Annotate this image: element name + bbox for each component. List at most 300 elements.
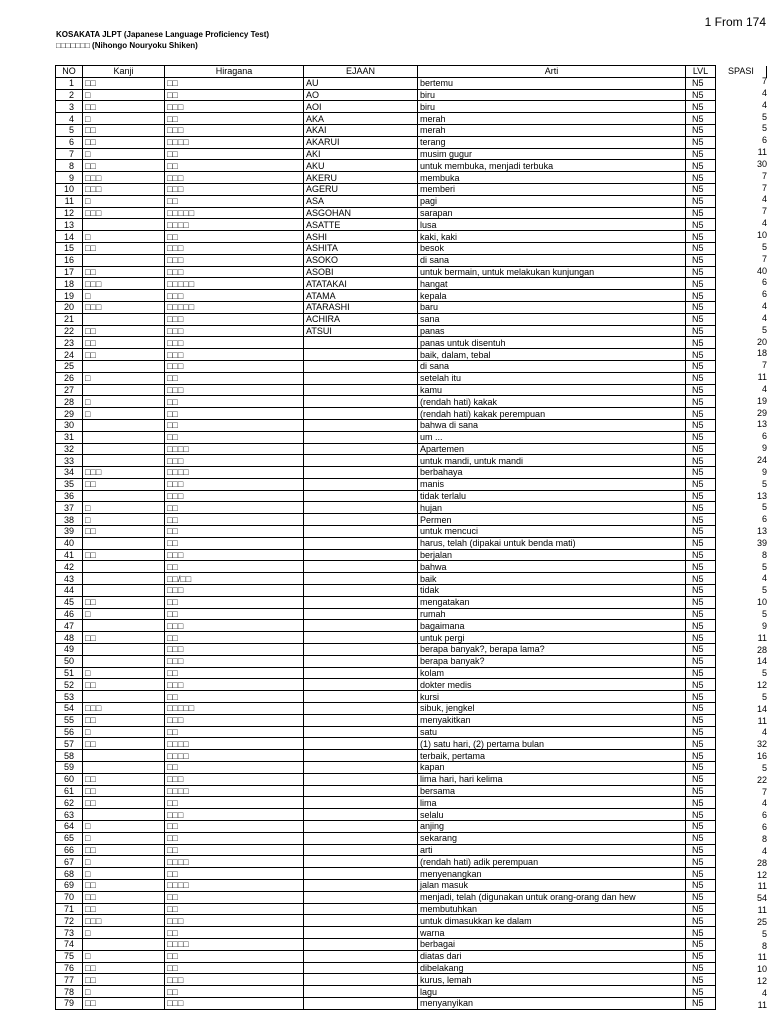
cell-ejaan: ATAMA [304, 290, 418, 302]
cell-arti: (rendah hati) adik perempuan [418, 856, 686, 868]
cell-kanji: □□ [83, 903, 165, 915]
cell-arti: bahwa [418, 561, 686, 573]
cell-lvl: N5 [686, 821, 716, 833]
cell-hiragana: □□□□□ [165, 278, 304, 290]
cell-arti: kurus, lemah [418, 974, 686, 986]
cell-no: 77 [56, 974, 83, 986]
cell-arti: di sana [418, 254, 686, 266]
spasi-value: 11 [757, 632, 767, 643]
spasi-value: 22 [756, 774, 767, 785]
spasi-value: 8 [761, 549, 767, 560]
spasi-value: 13 [756, 490, 767, 501]
table-row [56, 195, 716, 207]
table-row [56, 396, 716, 408]
cell-hiragana: □□□ [165, 124, 304, 136]
table-row [56, 278, 716, 290]
vocabulary-table [55, 65, 716, 1010]
spasi-value: 5 [761, 502, 767, 513]
cell-ejaan [304, 832, 418, 844]
cell-lvl: N5 [686, 195, 716, 207]
cell-hiragana: □□ [165, 514, 304, 526]
spasi-value: 13 [756, 419, 767, 430]
table-row [56, 962, 716, 974]
cell-arti: baru [418, 301, 686, 313]
cell-ejaan [304, 986, 418, 998]
cell-hiragana: □□□ [165, 809, 304, 821]
cell-arti: sarapan [418, 207, 686, 219]
cell-ejaan: AU [304, 77, 418, 89]
spasi-value: 4 [761, 987, 767, 998]
cell-ejaan [304, 514, 418, 526]
cell-no: 55 [56, 714, 83, 726]
cell-lvl: N5 [686, 596, 716, 608]
cell-no: 59 [56, 762, 83, 774]
cell-arti: panas [418, 325, 686, 337]
cell-lvl: N5 [686, 868, 716, 880]
table-row [56, 927, 716, 939]
cell-hiragana: □□□ [165, 490, 304, 502]
cell-no: 8 [56, 160, 83, 172]
cell-arti: lagu [418, 986, 686, 998]
cell-lvl: N5 [686, 561, 716, 573]
cell-hiragana: □□ [165, 596, 304, 608]
spasi-value: 10 [756, 964, 767, 975]
cell-ejaan [304, 691, 418, 703]
document-subtitle: □□□□□□□ (Nihongo Nouryoku Shiken) [56, 41, 198, 50]
cell-arti: di sana [418, 360, 686, 372]
cell-lvl: N5 [686, 219, 716, 231]
cell-kanji: □□ [83, 891, 165, 903]
cell-no: 2 [56, 89, 83, 101]
cell-ejaan [304, 573, 418, 585]
cell-ejaan: AGERU [304, 183, 418, 195]
cell-arti: lima [418, 797, 686, 809]
cell-hiragana: □□□ [165, 325, 304, 337]
spasi-header: SPASI [728, 66, 754, 76]
cell-ejaan [304, 997, 418, 1009]
cell-no: 31 [56, 431, 83, 443]
table-row [56, 337, 716, 349]
cell-kanji: □□ [83, 773, 165, 785]
table-row [56, 832, 716, 844]
cell-lvl: N5 [686, 254, 716, 266]
cell-no: 65 [56, 832, 83, 844]
cell-arti: diatas dari [418, 950, 686, 962]
cell-no: 47 [56, 620, 83, 632]
cell-hiragana: □□ [165, 419, 304, 431]
table-row [56, 148, 716, 160]
cell-lvl: N5 [686, 514, 716, 526]
cell-arti: (rendah hati) kakak perempuan [418, 408, 686, 420]
spasi-value: 5 [761, 762, 767, 773]
cell-ejaan [304, 891, 418, 903]
cell-arti: kepala [418, 290, 686, 302]
cell-hiragana: □□ [165, 113, 304, 125]
cell-no: 52 [56, 679, 83, 691]
cell-no: 68 [56, 868, 83, 880]
table-header-row [56, 66, 716, 78]
cell-kanji: □ [83, 89, 165, 101]
cell-lvl: N5 [686, 278, 716, 290]
spasi-value: 6 [761, 431, 767, 442]
cell-hiragana: □□□ [165, 974, 304, 986]
cell-no: 19 [56, 290, 83, 302]
cell-lvl: N5 [686, 585, 716, 597]
cell-hiragana: □□ [165, 502, 304, 514]
table-row [56, 821, 716, 833]
spasi-value: 9 [761, 466, 767, 477]
cell-kanji: □ [83, 950, 165, 962]
cell-ejaan: ASOKO [304, 254, 418, 266]
cell-no: 40 [56, 537, 83, 549]
cell-arti: warna [418, 927, 686, 939]
cell-hiragana: □□ [165, 526, 304, 538]
table-row [56, 360, 716, 372]
table-row [56, 172, 716, 184]
cell-kanji: □ [83, 502, 165, 514]
table-row [56, 349, 716, 361]
cell-lvl: N5 [686, 549, 716, 561]
cell-arti: hujan [418, 502, 686, 514]
cell-ejaan [304, 467, 418, 479]
cell-hiragana: □□□□ [165, 938, 304, 950]
spasi-value: 7 [761, 360, 767, 371]
cell-hiragana: □□ [165, 832, 304, 844]
cell-no: 53 [56, 691, 83, 703]
cell-lvl: N5 [686, 455, 716, 467]
cell-ejaan: AKI [304, 148, 418, 160]
cell-lvl: N5 [686, 384, 716, 396]
cell-lvl: N5 [686, 478, 716, 490]
cell-kanji: □ [83, 290, 165, 302]
cell-no: 71 [56, 903, 83, 915]
table-row [56, 997, 716, 1009]
cell-kanji: □□□ [83, 183, 165, 195]
cell-arti: panas untuk disentuh [418, 337, 686, 349]
cell-lvl: N5 [686, 879, 716, 891]
table-row [56, 938, 716, 950]
spasi-value: 5 [761, 324, 767, 335]
cell-hiragana: □□□ [165, 349, 304, 361]
cell-arti: merah [418, 113, 686, 125]
table-row [56, 809, 716, 821]
cell-arti: untuk pergi [418, 632, 686, 644]
cell-hiragana: □□ [165, 797, 304, 809]
cell-arti: satu [418, 726, 686, 738]
spasi-value: 9 [761, 443, 767, 454]
cell-ejaan [304, 443, 418, 455]
table-row [56, 384, 716, 396]
cell-kanji: □□ [83, 77, 165, 89]
spasi-value: 7 [761, 182, 767, 193]
cell-arti: biru [418, 89, 686, 101]
cell-kanji: □ [83, 408, 165, 420]
cell-kanji [83, 455, 165, 467]
cell-no: 36 [56, 490, 83, 502]
cell-ejaan [304, 561, 418, 573]
cell-no: 12 [56, 207, 83, 219]
cell-no: 58 [56, 750, 83, 762]
table-row [56, 89, 716, 101]
cell-ejaan [304, 667, 418, 679]
cell-no: 30 [56, 419, 83, 431]
table-row [56, 585, 716, 597]
cell-lvl: N5 [686, 337, 716, 349]
cell-lvl: N5 [686, 573, 716, 585]
spasi-value: 5 [761, 561, 767, 572]
cell-lvl: N5 [686, 997, 716, 1009]
table-row [56, 254, 716, 266]
cell-arti: memberi [418, 183, 686, 195]
cell-hiragana: □□□ [165, 337, 304, 349]
cell-no: 69 [56, 879, 83, 891]
cell-no: 45 [56, 596, 83, 608]
cell-hiragana: □□□ [165, 266, 304, 278]
cell-ejaan [304, 762, 418, 774]
cell-no: 79 [56, 997, 83, 1009]
spasi-value: 18 [756, 348, 767, 359]
cell-ejaan [304, 478, 418, 490]
table-row [56, 266, 716, 278]
cell-arti: terang [418, 136, 686, 148]
spasi-value: 7 [761, 170, 767, 181]
cell-kanji: □□ [83, 974, 165, 986]
cell-lvl: N5 [686, 290, 716, 302]
cell-kanji: □□ [83, 325, 165, 337]
cell-kanji: □ [83, 868, 165, 880]
cell-kanji: □ [83, 856, 165, 868]
cell-ejaan [304, 419, 418, 431]
cell-no: 62 [56, 797, 83, 809]
cell-arti: kamu [418, 384, 686, 396]
cell-lvl: N5 [686, 644, 716, 656]
cell-kanji: □ [83, 396, 165, 408]
cell-lvl: N5 [686, 89, 716, 101]
cell-kanji: □ [83, 231, 165, 243]
spasi-value: 5 [761, 608, 767, 619]
cell-kanji: □□ [83, 844, 165, 856]
cell-arti: untuk dimasukkan ke dalam [418, 915, 686, 927]
header-hiragana: Hiragana [165, 66, 304, 78]
cell-hiragana: □□ [165, 844, 304, 856]
cell-arti: menyakitkan [418, 714, 686, 726]
cell-lvl: N5 [686, 443, 716, 455]
cell-ejaan [304, 962, 418, 974]
spasi-value: 14 [756, 703, 767, 714]
cell-hiragana: □□ [165, 408, 304, 420]
cell-lvl: N5 [686, 738, 716, 750]
spasi-value: 24 [756, 455, 767, 465]
cell-no: 4 [56, 113, 83, 125]
cell-no: 51 [56, 667, 83, 679]
cell-kanji [83, 691, 165, 703]
table-row [56, 514, 716, 526]
cell-kanji: □□ [83, 266, 165, 278]
table-row [56, 101, 716, 113]
cell-arti: tidak [418, 585, 686, 597]
cell-ejaan: AKA [304, 113, 418, 125]
cell-lvl: N5 [686, 526, 716, 538]
spasi-value: 11 [757, 905, 767, 916]
cell-no: 73 [56, 927, 83, 939]
spasi-value: 13 [756, 526, 767, 537]
cell-ejaan [304, 655, 418, 667]
cell-kanji: □□□ [83, 301, 165, 313]
cell-ejaan [304, 384, 418, 396]
cell-kanji: □□ [83, 797, 165, 809]
cell-lvl: N5 [686, 431, 716, 443]
cell-arti: besok [418, 242, 686, 254]
cell-ejaan [304, 596, 418, 608]
cell-kanji: □□□ [83, 172, 165, 184]
cell-arti: membutuhkan [418, 903, 686, 915]
cell-kanji: □□□ [83, 467, 165, 479]
table-row [56, 915, 716, 927]
cell-lvl: N5 [686, 832, 716, 844]
cell-lvl: N5 [686, 490, 716, 502]
cell-arti: berapa banyak? [418, 655, 686, 667]
cell-arti: sana [418, 313, 686, 325]
table-row [56, 644, 716, 656]
table-row [56, 242, 716, 254]
cell-no: 20 [56, 301, 83, 313]
table-row [56, 431, 716, 443]
cell-ejaan [304, 337, 418, 349]
cell-hiragana: □□ [165, 231, 304, 243]
cell-lvl: N5 [686, 974, 716, 986]
cell-hiragana: □□/□□ [165, 573, 304, 585]
cell-kanji: □□ [83, 160, 165, 172]
table-row [56, 773, 716, 785]
cell-arti: Apartemen [418, 443, 686, 455]
table-row [56, 537, 716, 549]
cell-kanji: □ [83, 821, 165, 833]
cell-lvl: N5 [686, 927, 716, 939]
cell-arti: kapan [418, 762, 686, 774]
cell-ejaan [304, 927, 418, 939]
cell-hiragana: □□ [165, 148, 304, 160]
cell-ejaan [304, 537, 418, 549]
table-row [56, 549, 716, 561]
spasi-value: 5 [761, 123, 767, 134]
cell-no: 7 [56, 148, 83, 160]
cell-arti: merah [418, 124, 686, 136]
spasi-value: 4 [761, 573, 767, 584]
header-kanji: Kanji [83, 66, 165, 78]
cell-ejaan: AOI [304, 101, 418, 113]
table-row [56, 691, 716, 703]
cell-hiragana: □□ [165, 962, 304, 974]
table-row [56, 608, 716, 620]
cell-kanji: □□ [83, 785, 165, 797]
cell-arti: untuk mandi, untuk mandi [418, 455, 686, 467]
cell-arti: dibelakang [418, 962, 686, 974]
table-row [56, 785, 716, 797]
cell-ejaan [304, 644, 418, 656]
spasi-value: 19 [756, 395, 767, 406]
cell-arti: lima hari, hari kelima [418, 773, 686, 785]
cell-hiragana: □□ [165, 691, 304, 703]
cell-lvl: N5 [686, 101, 716, 113]
cell-hiragana: □□ [165, 561, 304, 573]
cell-arti: um ... [418, 431, 686, 443]
cell-kanji: □ [83, 667, 165, 679]
cell-ejaan [304, 821, 418, 833]
cell-no: 70 [56, 891, 83, 903]
cell-lvl: N5 [686, 396, 716, 408]
cell-ejaan: ASGOHAN [304, 207, 418, 219]
table-row [56, 974, 716, 986]
table-row [56, 526, 716, 538]
cell-arti: (rendah hati) kakak [418, 396, 686, 408]
cell-no: 78 [56, 986, 83, 998]
cell-kanji [83, 561, 165, 573]
cell-ejaan [304, 950, 418, 962]
cell-arti: bersama [418, 785, 686, 797]
spasi-value: 54 [756, 893, 767, 904]
table-row [56, 136, 716, 148]
cell-ejaan [304, 726, 418, 738]
cell-ejaan [304, 797, 418, 809]
cell-hiragana: □□□ [165, 620, 304, 632]
cell-kanji: □□□ [83, 278, 165, 290]
cell-kanji: □□ [83, 549, 165, 561]
table-row [56, 561, 716, 573]
cell-no: 41 [56, 549, 83, 561]
cell-hiragana: □□□ [165, 714, 304, 726]
cell-ejaan: AKARUI [304, 136, 418, 148]
spasi-value: 8 [761, 834, 767, 844]
cell-arti: bagaimana [418, 620, 686, 632]
table-row [56, 124, 716, 136]
cell-kanji [83, 431, 165, 443]
cell-lvl: N5 [686, 183, 716, 195]
cell-no: 16 [56, 254, 83, 266]
cell-hiragana: □□□□ [165, 467, 304, 479]
cell-arti: musim gugur [418, 148, 686, 160]
cell-lvl: N5 [686, 655, 716, 667]
cell-ejaan [304, 703, 418, 715]
cell-ejaan [304, 679, 418, 691]
cell-no: 13 [56, 219, 83, 231]
cell-arti: menyenangkan [418, 868, 686, 880]
table-row [56, 183, 716, 195]
cell-kanji [83, 490, 165, 502]
table-row [56, 160, 716, 172]
cell-kanji: □ [83, 832, 165, 844]
cell-arti: (1) satu hari, (2) pertama bulan [418, 738, 686, 750]
cell-hiragana: □□□ [165, 915, 304, 927]
spasi-value: 7 [761, 76, 767, 86]
spasi-value: 7 [761, 786, 767, 797]
cell-hiragana: □□□ [165, 655, 304, 667]
cell-kanji [83, 644, 165, 656]
table-row [56, 738, 716, 750]
table-row [56, 903, 716, 915]
cell-hiragana: □□□ [165, 242, 304, 254]
cell-arti: berbagai [418, 938, 686, 950]
table-row [56, 986, 716, 998]
cell-hiragana: □□ [165, 868, 304, 880]
table-row [56, 502, 716, 514]
cell-arti: kursi [418, 691, 686, 703]
spasi-value: 8 [761, 940, 767, 951]
cell-no: 32 [56, 443, 83, 455]
cell-lvl: N5 [686, 679, 716, 691]
cell-hiragana: □□□ [165, 644, 304, 656]
cell-hiragana: □□□ [165, 313, 304, 325]
spasi-value: 4 [761, 87, 767, 98]
